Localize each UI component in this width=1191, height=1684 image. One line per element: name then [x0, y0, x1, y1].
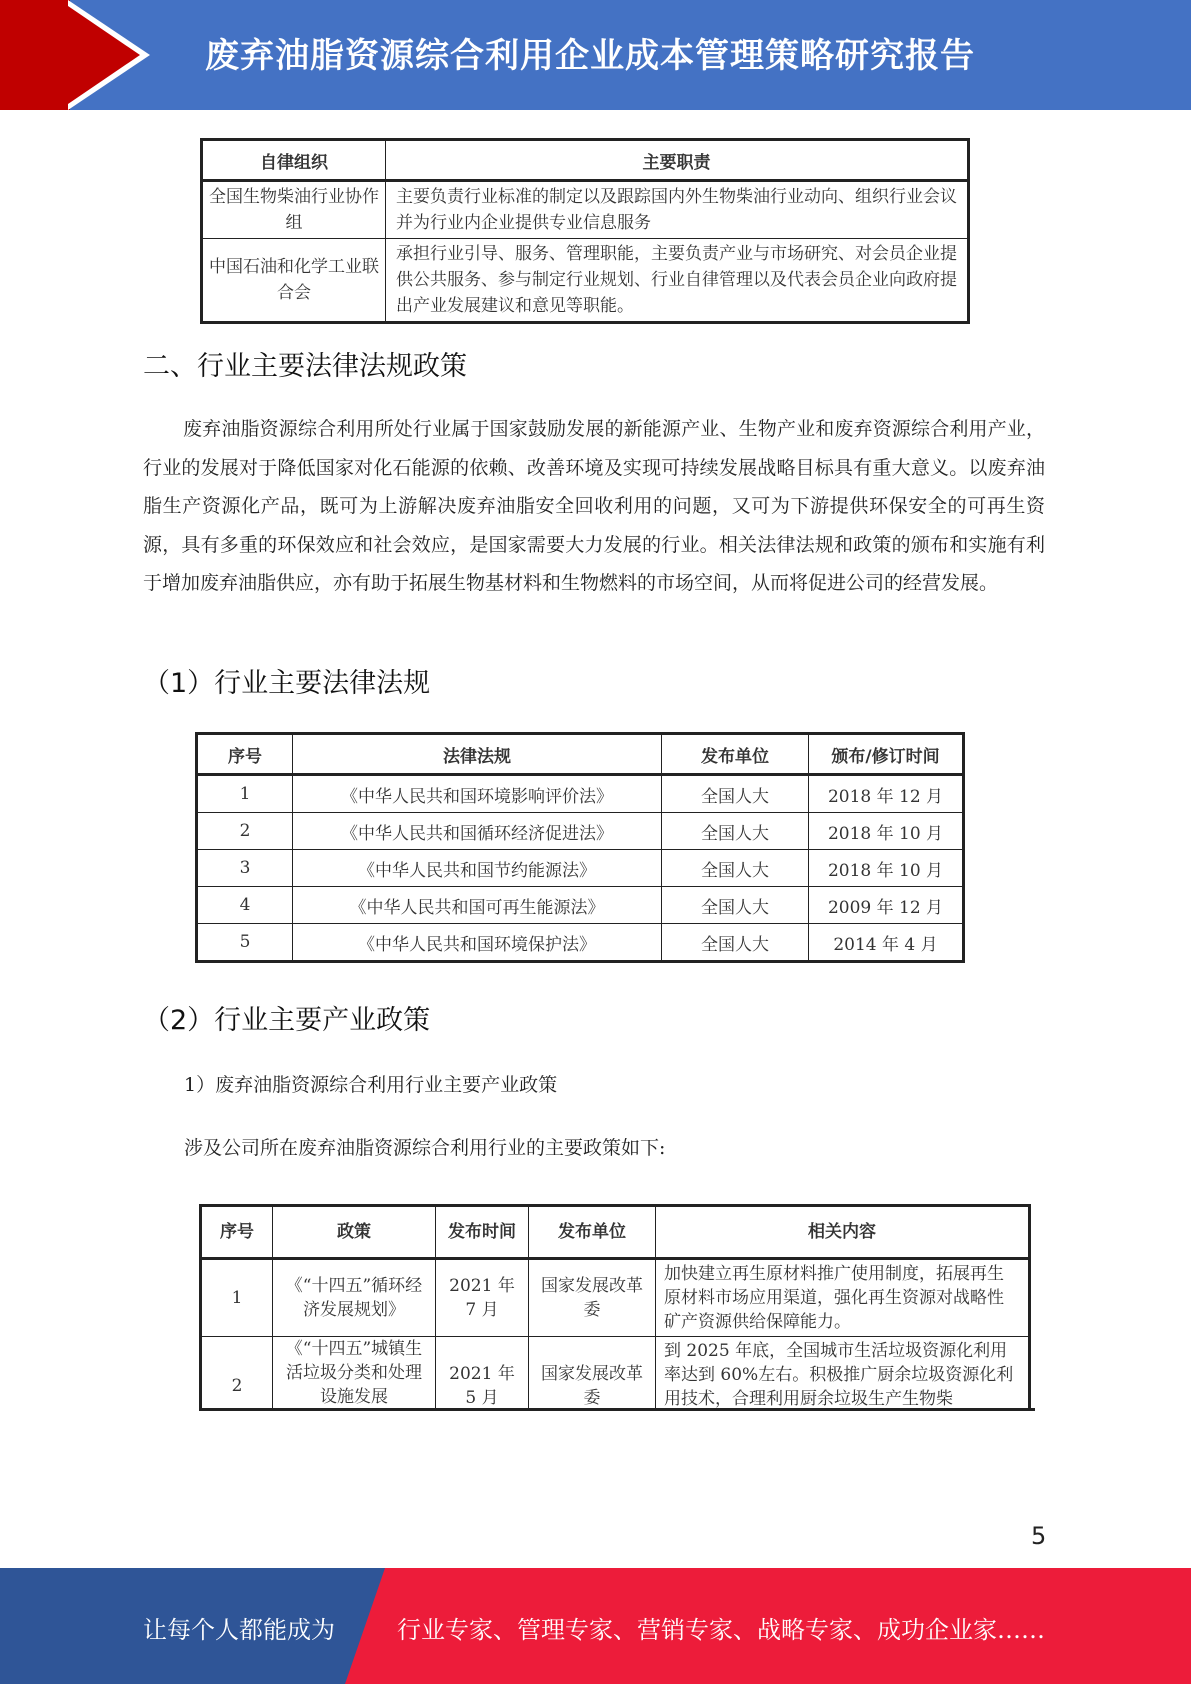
policies-table-frame [199, 1204, 1035, 1411]
table-row [201, 1337, 1030, 1412]
header-chevron-red [68, 6, 140, 104]
table-row [201, 1259, 1030, 1337]
table-header-row [197, 734, 964, 775]
law-cell: 《中华人民共和国环境保护法》 [293, 924, 662, 962]
policy-cell: 《“十四五”城镇生活垃圾分类和处理设施发展 [273, 1337, 436, 1412]
date-cell: 2018 年 10 月 [809, 850, 964, 887]
table-header-row [201, 1206, 1030, 1259]
col-header-duty: 主要职责 [386, 140, 969, 181]
org-cell: 中国石油和化学工业联合会 [202, 239, 386, 323]
content-cell: 到 2025 年底，全国城市生活垃圾资源化利用率达到 60%左右。积极推广厨余垃圾资源化利用技术，合理利用厨余垃圾生产生物柴 [656, 1337, 1030, 1412]
duty-cell: 主要负责行业标准的制定以及跟踪国内外生物柴油行业动向、组织行业会议并为行业内企业提供专业信息服务 [386, 181, 969, 239]
no-cell: 2 [197, 813, 293, 850]
footer-slogan-left: 让每个人都能成为 [143, 1616, 335, 1644]
issuer-cell: 国家发展改革委 [529, 1337, 656, 1412]
col-header-no: 序号 [197, 734, 293, 775]
date-cell: 2009 年 12 月 [809, 887, 964, 924]
col-header-issuer: 发布单位 [662, 734, 809, 775]
no-cell: 3 [197, 850, 293, 887]
law-cell: 《中华人民共和国可再生能源法》 [293, 887, 662, 924]
col-header-no: 序号 [201, 1206, 273, 1259]
no-cell: 1 [201, 1259, 273, 1337]
no-cell: 1 [197, 775, 293, 813]
page-number: 5 [1031, 1522, 1047, 1550]
section-paragraph [143, 410, 1045, 603]
table-row [197, 850, 964, 887]
table-row [197, 887, 964, 924]
table-row [197, 813, 964, 850]
col-header-date: 颁布/修订时间 [809, 734, 964, 775]
law-cell: 《中华人民共和国节约能源法》 [293, 850, 662, 887]
duty-cell: 承担行业引导、服务、管理职能，主要负责产业与市场研究、对会员企业提供公共服务、参与制定行业规划、行业自律管理以及代表会员企业向政府提出产业发展建议和意见等职能。 [386, 239, 969, 323]
col-header-date: 发布时间 [436, 1206, 529, 1259]
paragraph-text: 废弃油脂资源综合利用所处行业属于国家鼓励发展的新能源产业、生物产业和废弃资源综合利用产业，行业的发展对于降低国家对化石能源的依赖、改善环境及实现可持续发展战略目标具有重大意义。以废弃油脂生产资源化产品，既可为上游解决废弃油脂安全回收利用的问题，又可为下游提供环保安全的可再生资源，具有多重的环保效应和社会效应，是国家需要大力发展的行业。相关法律法规和政策的颁布和实施有利于增加废弃油脂供应，亦有助于拓展生物基材料和生物燃料的市场空间，从而将促进公司的经营发展。 [143, 418, 1045, 594]
footer-slogan-right: 行业专家、管理专家、营销专家、战略专家、成功企业家…… [397, 1616, 1045, 1644]
date-cell: 2014 年 4 月 [809, 924, 964, 962]
table-row [202, 239, 969, 323]
date-cell: 2018 年 12 月 [809, 775, 964, 813]
col-header-policy: 政策 [273, 1206, 436, 1259]
subsection-heading-laws: （1）行业主要法律法规 [143, 668, 431, 699]
table-row [197, 924, 964, 962]
table-row [197, 775, 964, 813]
date-cell: 2021 年 5 月 [436, 1337, 529, 1412]
section-heading: 二、行业主要法律法规政策 [143, 351, 467, 382]
policy-item-heading: 1）废弃油脂资源综合利用行业主要产业政策 [184, 1074, 558, 1096]
issuer-cell: 全国人大 [662, 775, 809, 813]
no-cell: 4 [197, 887, 293, 924]
subsection-heading-policies: （2）行业主要产业政策 [143, 1005, 431, 1036]
report-title: 废弃油脂资源综合利用企业成本管理策略研究报告 [205, 36, 975, 76]
laws-table [195, 732, 965, 963]
col-header-content: 相关内容 [656, 1206, 1030, 1259]
page-header [0, 0, 1191, 110]
no-cell: 2 [201, 1337, 273, 1412]
issuer-cell: 全国人大 [662, 887, 809, 924]
issuer-cell: 国家发展改革委 [529, 1259, 656, 1337]
table-row [202, 181, 969, 239]
page-footer [0, 1568, 1191, 1684]
policy-intro: 涉及公司所在废弃油脂资源综合利用行业的主要政策如下: [184, 1137, 666, 1159]
content-cell: 加快建立再生原材料推广使用制度，拓展再生原材料市场应用渠道，强化再生资源对战略性矿产资源供给保障能力。 [656, 1259, 1030, 1337]
date-cell: 2021 年 7 月 [436, 1259, 529, 1337]
issuer-cell: 全国人大 [662, 813, 809, 850]
col-header-org: 自律组织 [202, 140, 386, 181]
issuer-cell: 全国人大 [662, 924, 809, 962]
policies-table [199, 1204, 1031, 1411]
policy-cell: 《“十四五”循环经济发展规划》 [273, 1259, 436, 1337]
law-cell: 《中华人民共和国循环经济促进法》 [293, 813, 662, 850]
table-header-row [202, 140, 969, 181]
org-cell: 全国生物柴油行业协作组 [202, 181, 386, 239]
law-cell: 《中华人民共和国环境影响评价法》 [293, 775, 662, 813]
issuer-cell: 全国人大 [662, 850, 809, 887]
col-header-law: 法律法规 [293, 734, 662, 775]
org-duties-table [200, 138, 970, 324]
no-cell: 5 [197, 924, 293, 962]
date-cell: 2018 年 10 月 [809, 813, 964, 850]
header-red-block [0, 0, 70, 110]
col-header-issuer: 发布单位 [529, 1206, 656, 1259]
